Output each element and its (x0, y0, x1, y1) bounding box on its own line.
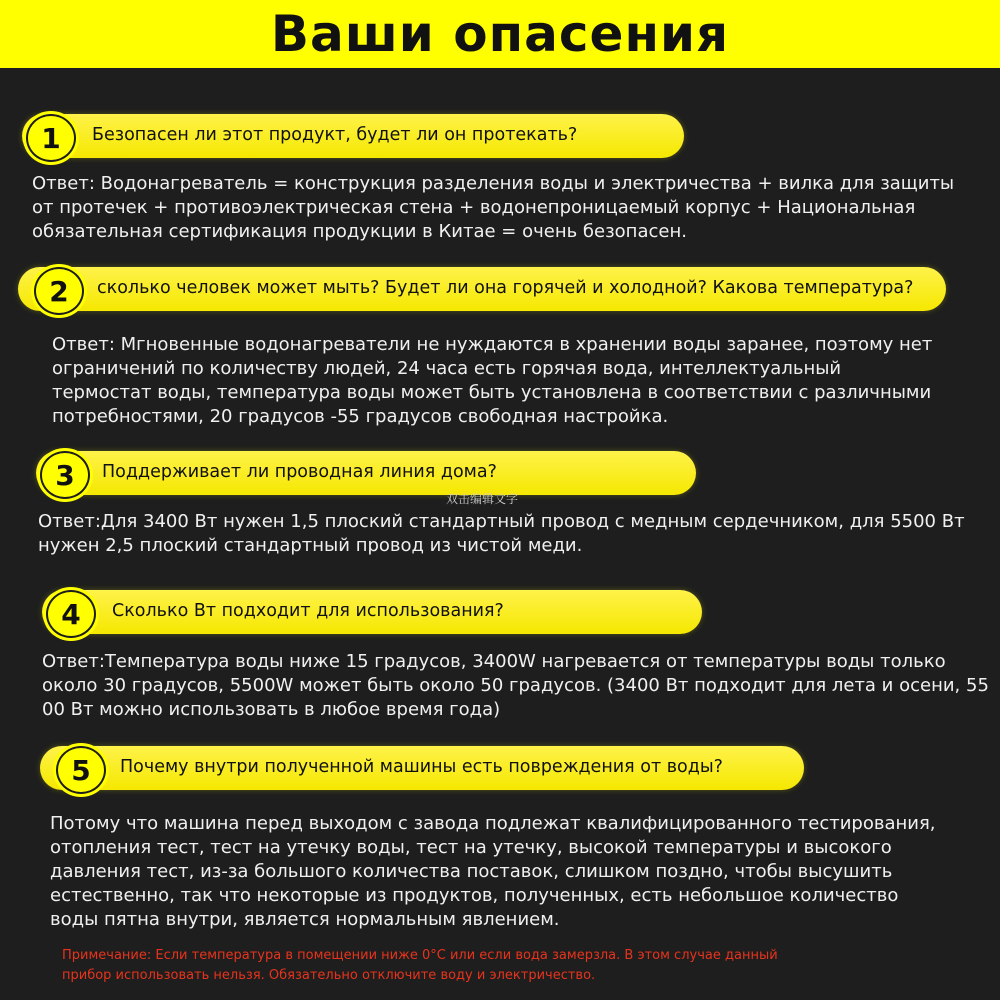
title-banner (0, 0, 1000, 68)
number-badge-2: 2 (34, 267, 84, 315)
answer-5 (50, 812, 980, 932)
answer-2-line: потребностями, 20 градусов -55 градусов свободная настройка. (52, 406, 669, 427)
answer-2 (52, 333, 972, 429)
answer-2-line: термостат воды, температура воды может быть установлена в соответствии с различными (52, 382, 932, 403)
number-badge-5: 5 (56, 746, 106, 794)
question-1: Безопасен ли этот продукт, будет ли он протекать? (92, 125, 578, 145)
answer-3-line: нужен 2,5 плоский стандартный провод из чистой меди. (38, 535, 583, 556)
answer-5-line: естественно, так что некоторые из продуктов, полученных, есть небольшое количество (50, 885, 899, 906)
answer-5-line: Потому что машина перед выходом с завода подлежат квалифицированного тестирования, (50, 813, 936, 834)
answer-4-line: 00 Вт можно использовать в любое время года) (42, 699, 501, 720)
answer-4-line: Ответ:Температура воды ниже 15 градусов, 3400W нагревается от температуры воды только (42, 651, 946, 672)
warning-note (62, 946, 942, 986)
answer-1-line: Ответ: Водонагреватель = конструкция разделения воды и электричества + вилка для защиты (32, 173, 955, 194)
answer-3-line: Ответ:Для 3400 Вт нужен 1,5 плоский стандартный провод с медным сердечником, для 5500 Вт (38, 511, 965, 532)
answer-3 (38, 510, 978, 558)
number-badge-3: 3 (40, 451, 90, 499)
answer-4-line: около 30 градусов, 5500W может быть около 50 градусов. (3400 Вт подходит для лета и осени, 55 (42, 675, 989, 696)
number-badge-1: 1 (26, 114, 76, 162)
number-badge-4: 4 (46, 590, 96, 638)
answer-5-line: давления тест, из-за большого количества поставок, слишком поздно, чтобы высушить (50, 861, 893, 882)
answer-5-line: отопления тест, тест на утечку воды, тест на утечку, высокой температуры и высокого (50, 837, 892, 858)
question-3: Поддерживает ли проводная линия дома? (102, 462, 497, 482)
question-2: сколько человек может мыть? Будет ли она горячей и холодной? Какова температура? (97, 278, 914, 298)
note-line: прибор использовать нельзя. Обязательно отключите воду и электричество. (62, 968, 596, 983)
note-line: Примечание: Если температура в помещении ниже 0°C или если вода замерзла. В этом случае данный (62, 948, 778, 963)
answer-1-line: от протечек + противоэлектрическая стена + водонепроницаемый корпус + Национальная (32, 197, 916, 218)
page-title: Ваши опасения (270, 5, 730, 63)
answer-1 (32, 172, 962, 244)
edit-text-overlay: 双击编辑文字 (446, 492, 519, 506)
answer-2-line: ограничений по количеству людей, 24 часа есть горячая вода, интеллектуальный (52, 358, 842, 379)
answer-4 (42, 650, 992, 722)
answer-2-line: Ответ: Мгновенные водонагреватели не нуждаются в хранении воды заранее, поэтому нет (52, 334, 933, 355)
question-4: Сколько Вт подходит для использования? (112, 601, 504, 621)
answer-1-line: обязательная сертификация продукции в Китае = очень безопасен. (32, 221, 687, 242)
answer-5-line: воды пятна внутри, является нормальным явлением. (50, 909, 560, 930)
question-5: Почему внутри полученной машины есть повреждения от воды? (120, 757, 723, 777)
